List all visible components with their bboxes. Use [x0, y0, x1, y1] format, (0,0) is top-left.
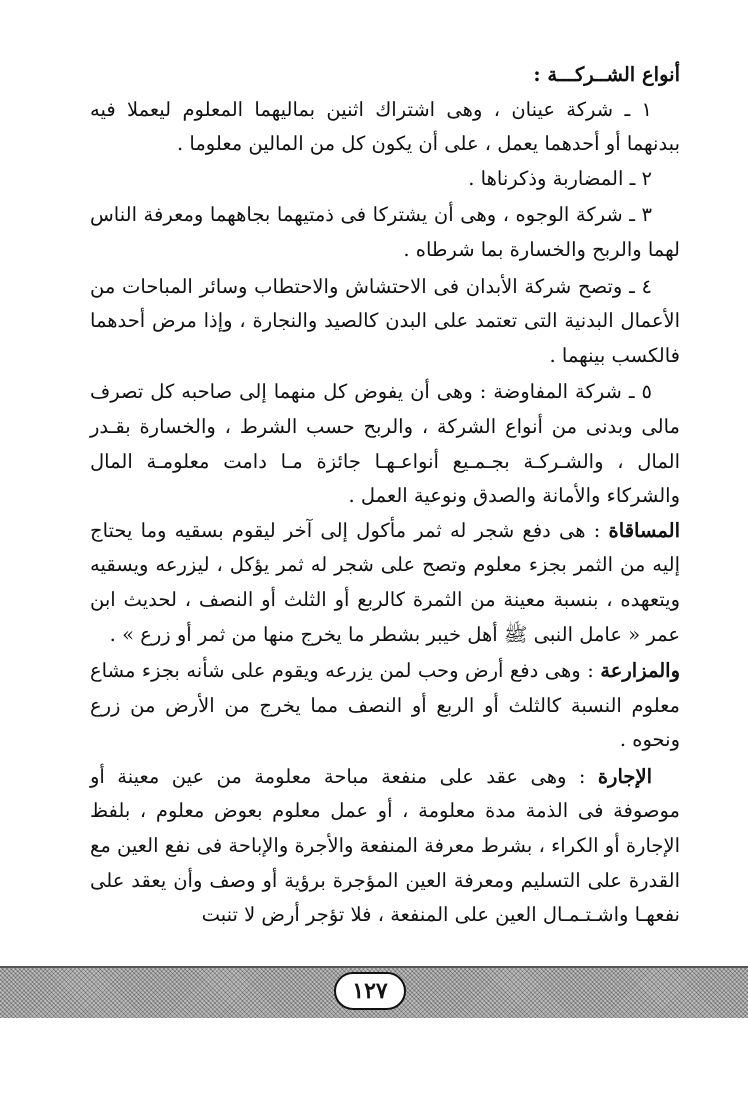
musaqah-text: : هى دفع شجر له ثمر مأكول إلى آخر ليقوم بسقيه وما يحتاج إليه من الثمر بجزء معلوم وتصح على شجر له ثمر يؤكل ، ليزرعه ويسقيه ويتعهده ، بنسبة معينة من الثمرة كالربع أو الثلث أو النصف ، لحديث ابن عمر « عامل النبى ﷺ أهل خيبر بشطر ما يخرج منها من ثمر أو زرع » .: [90, 518, 680, 646]
term-muzaraah: والمزارعة: [600, 659, 680, 683]
page-number: ١٢٧: [334, 972, 406, 1010]
term-ijarah: الإجارة: [597, 764, 652, 788]
page-body: [90, 58, 680, 933]
paragraph-sharikat-mufawadah: ٥ ـ شركة المفاوضة : وهى أن يفوض كل منهما إلى صاحبه كل تصرف مالى وبدنى من أنواع الشركة ، والربح حسب الشرط ، والخسارة بقـدر المال ، والشـركـة بجـمـيع أنواعـهـا جائزة مـا دامت معلومـة المال والشركاء والأمانة والصدق ونوعية العمل .: [90, 380, 680, 508]
paragraph-musaqah: [90, 514, 680, 652]
muzaraah-text: : وهى دفع أرض وحب لمن يزرعه ويقوم على شأنه بجزء مشاع معلوم النسبة كالثلث أو الربع أو النصف مما يخرج من الأرض من زرع ونحوه .: [90, 659, 680, 752]
paragraph-sharikat-abdan: ٤ ـ وتصح شركة الأبدان فى الاحتشاش والاحتطاب وسائر المباحات من الأعمال البدنية التى تعتمد على البدن كالصيد والنجارة ، وإذا مرض أحدهما فالكسب بينهما .: [90, 274, 680, 367]
footer-divider: [0, 966, 748, 968]
paragraph-ijarah: [90, 760, 680, 933]
paragraph-sharikat-inan: ١ ـ شركة عينان ، وهى اشتراك اثنين بماليهما المعلوم ليعملا فيه ببدنهما أو أحدهما يعمل ، على أن يكون كل من المالين معلوما .: [90, 97, 680, 156]
paragraph-sharikat-wujuh: ٣ ـ شركة الوجوه ، وهى أن يشتركا فى ذمتيهما بجاههما ومعرفة الناس لهما والربح والخسارة بما شرطاه .: [90, 203, 680, 261]
ijarah-text: : وهى عقد على منفعة مباحة معلومة من عين معينة أو موصوفة فى الذمة مدة معلومة ، أو عمل معلوم بعوض معلوم ، بلفظ الإجارة أو الكراء ، بشرط معرفة المنفعة والأجرة والإباحة فى نفع العين مع القدرة على التسليم ومعرفة العين المؤجرة برؤية أو وصف وأن يعقد على نفعهـا واشـتـمـال العين على المنفعة ، فلا تؤجر أرض لا تنبت: [90, 764, 680, 927]
term-musaqah: المساقاة: [608, 518, 680, 542]
section-heading: أنواع الشــركـــة :: [533, 63, 680, 86]
paragraph-mudarabah: ٢ ـ المضاربة وذكرناها .: [468, 166, 652, 190]
paragraph-muzaraah: [90, 654, 680, 758]
